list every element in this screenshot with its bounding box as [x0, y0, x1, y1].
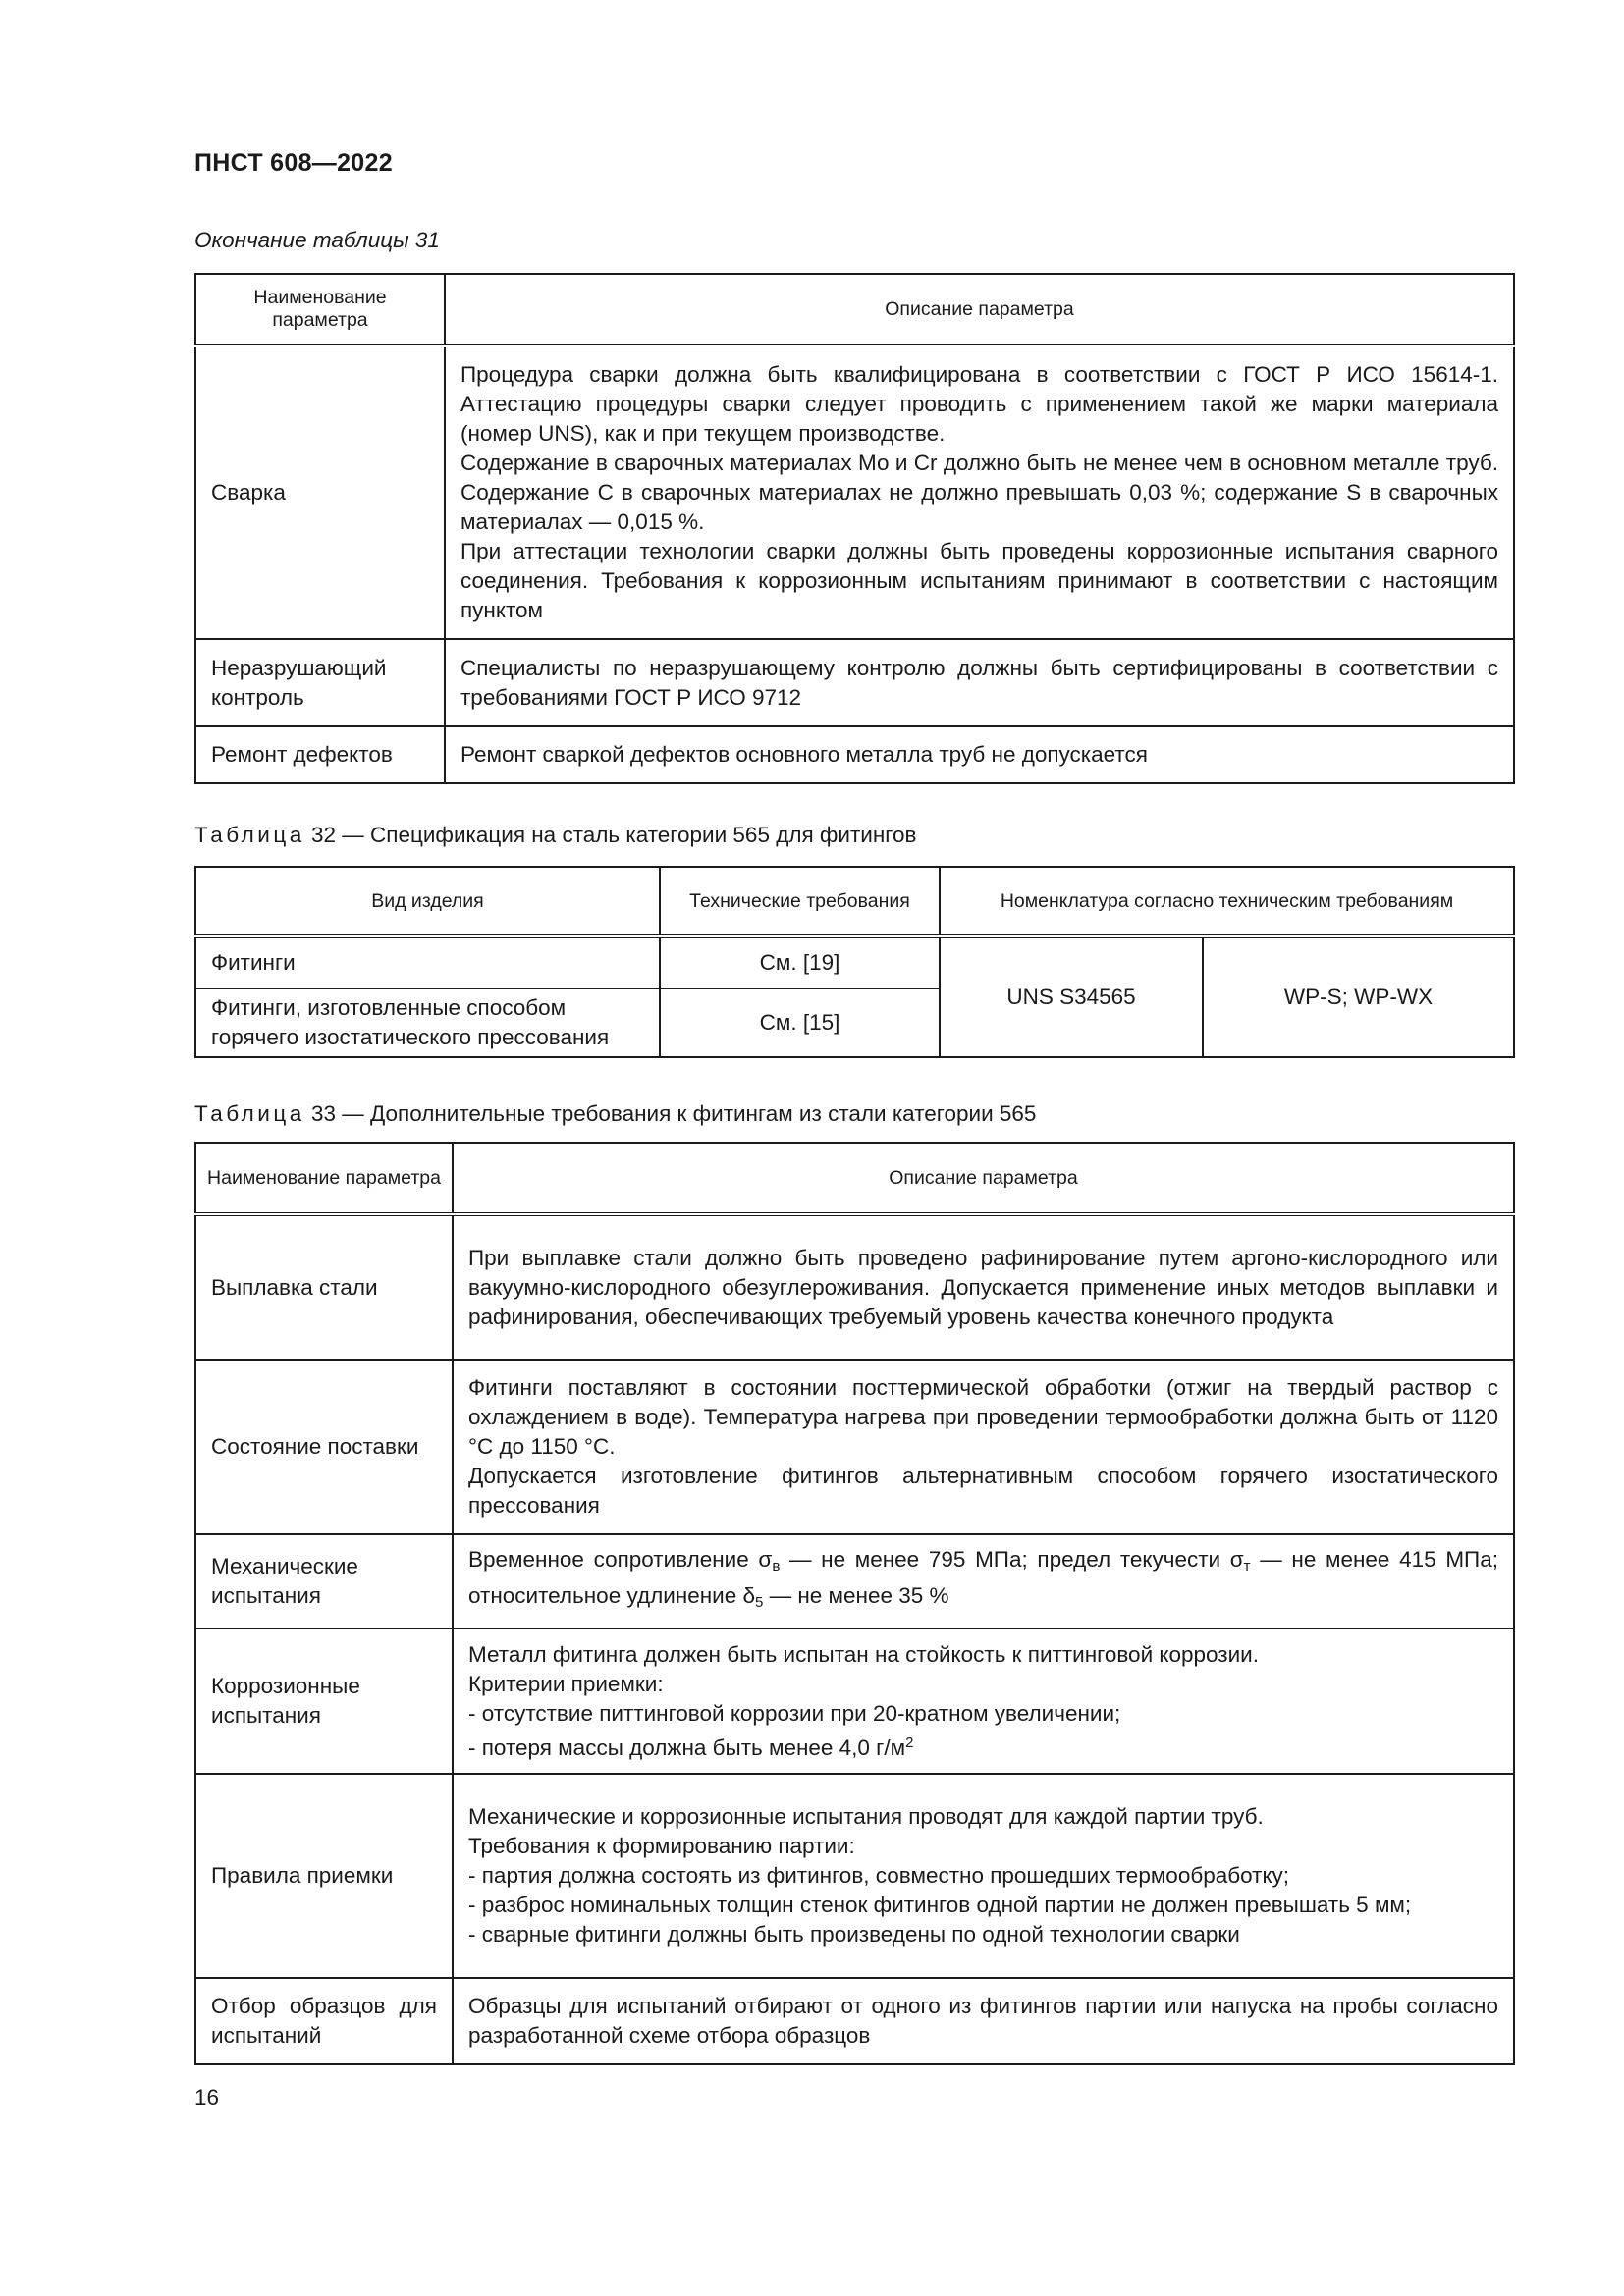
table-row — [195, 1978, 1514, 2064]
col-header-param-name: Наименование параметра — [195, 274, 445, 346]
table31-caption: Окончание таблицы 31 — [194, 228, 440, 252]
param-name: Коррозионные испытания — [195, 1629, 453, 1774]
table-33 — [194, 1142, 1515, 2065]
param-name: Правила приемки — [195, 1774, 453, 1978]
param-name: Неразрушающий контроль — [195, 639, 445, 726]
param-description: Фитинги поставляют в состоянии посттермической обработки (отжиг на твердый раствор с охлаждением в воде). Температура нагрева при проведении термообработки должна быть от 1120 °С до 1150 °С. Допускается изготовление фитингов альтернативным способом горячего изостатического прессования — [453, 1360, 1514, 1534]
param-description: Процедура сварки должна быть квалифицирована в соответствии с ГОСТ Р ИСО 15614-1. Аттестацию процедуры сварки следует проводить с применением такой же марки материала (номер UNS), как и при текущем производстве. Содержание в сварочных материалах Мо и Cr должно быть не менее чем в основном металле труб. Содержание С в сварочных материалах не должно превышать 0,03 %; содержание S в сварочных материалах — 0,015 %. При аттестации технологии сварки должны быть проведены коррозионные испытания сварного соединения. Требования к коррозионным испытаниям принимают в соответствии с настоящим пунктом — [445, 346, 1514, 639]
col-header-param-description: Описание параметра — [453, 1143, 1514, 1214]
table-row — [195, 1774, 1514, 1978]
param-description: Механические и коррозионные испытания проводят для каждой партии труб. Требования к формированию партии: - партия должна состоять из фитингов, совместно прошедших термообработку; - разброс номинальных толщин стенок фитингов одной партии не должен превышать 5 мм; - сварные фитинги должны быть произведены по одной технологии сварки — [453, 1774, 1514, 1978]
table-32 — [194, 866, 1515, 1058]
page-number: 16 — [194, 2085, 220, 2109]
table32-caption: Таблица 32 — Спецификация на сталь категории 565 для фитингов — [194, 823, 917, 847]
col-header-product-type: Вид изделия — [195, 867, 660, 936]
param-description: Металл фитинга должен быть испытан на стойкость к питтинговой коррозии. Критерии приемки: - отсутствие питтинговой коррозии при 20-кратном увеличении; - потеря массы должна быть менее 4,0 $г/м^2$ — [453, 1629, 1514, 1774]
table-row — [195, 1360, 1514, 1534]
tech-requirements: См. [15] — [660, 988, 940, 1057]
document-id: ПНСТ 608—2022 — [194, 149, 393, 177]
param-description: Образцы для испытаний отбирают от одного из фитингов партии или напуска на пробы согласно разработанной схеме отбора образцов — [453, 1978, 1514, 2064]
col-header-param-description: Описание параметра — [445, 274, 1514, 346]
param-name: Отбор образцов для испытаний — [195, 1978, 453, 2064]
table-row — [195, 936, 1514, 988]
param-description: Временное сопротивление $\sigma_в$ — не менее 795 МПа; предел текучести $\sigma_т$ — не менее 415 МПа; относительное удлинение $\delta_5$ — не менее 35 % — [453, 1534, 1514, 1629]
param-name: Сварка — [195, 346, 445, 639]
table-row — [195, 1534, 1514, 1629]
col-header-tech-requirements: Технические требования — [660, 867, 940, 936]
param-name: Состояние поставки — [195, 1360, 453, 1534]
product-type: Фитинги — [195, 936, 660, 988]
product-type: Фитинги, изготовленные способом горячего изостатического прессования — [195, 988, 660, 1057]
param-name: Механические испытания — [195, 1534, 453, 1629]
col-header-param-name: Наименование параметра — [195, 1143, 453, 1214]
grade: WP-S; WP-WX — [1203, 936, 1514, 1057]
table-row — [195, 726, 1514, 783]
param-description: Специалисты по неразрушающему контролю должны быть сертифицированы в соответствии с требованиями ГОСТ Р ИСО 9712 — [445, 639, 1514, 726]
table-row — [195, 1629, 1514, 1774]
param-description: Ремонт сваркой дефектов основного металла труб не допускается — [445, 726, 1514, 783]
table-31 — [194, 273, 1515, 784]
table-row — [195, 639, 1514, 726]
uns-number: UNS S34565 — [940, 936, 1203, 1057]
table-row — [195, 346, 1514, 639]
param-name: Ремонт дефектов — [195, 726, 445, 783]
param-description: При выплавке стали должно быть проведено рафинирование путем аргоно-кислородного или вакуумно-кислородного обезуглероживания. Допускается применение иных методов выплавки и рафинирования, обеспечивающих требуемый уровень качества конечного продукта — [453, 1214, 1514, 1360]
tech-requirements: См. [19] — [660, 936, 940, 988]
param-name: Выплавка стали — [195, 1214, 453, 1360]
table33-caption: Таблица 33 — Дополнительные требования к фитингам из стали категории 565 — [194, 1101, 1037, 1126]
col-header-nomenclature: Номенклатура согласно техническим требованиям — [940, 867, 1514, 936]
table-row — [195, 1214, 1514, 1360]
